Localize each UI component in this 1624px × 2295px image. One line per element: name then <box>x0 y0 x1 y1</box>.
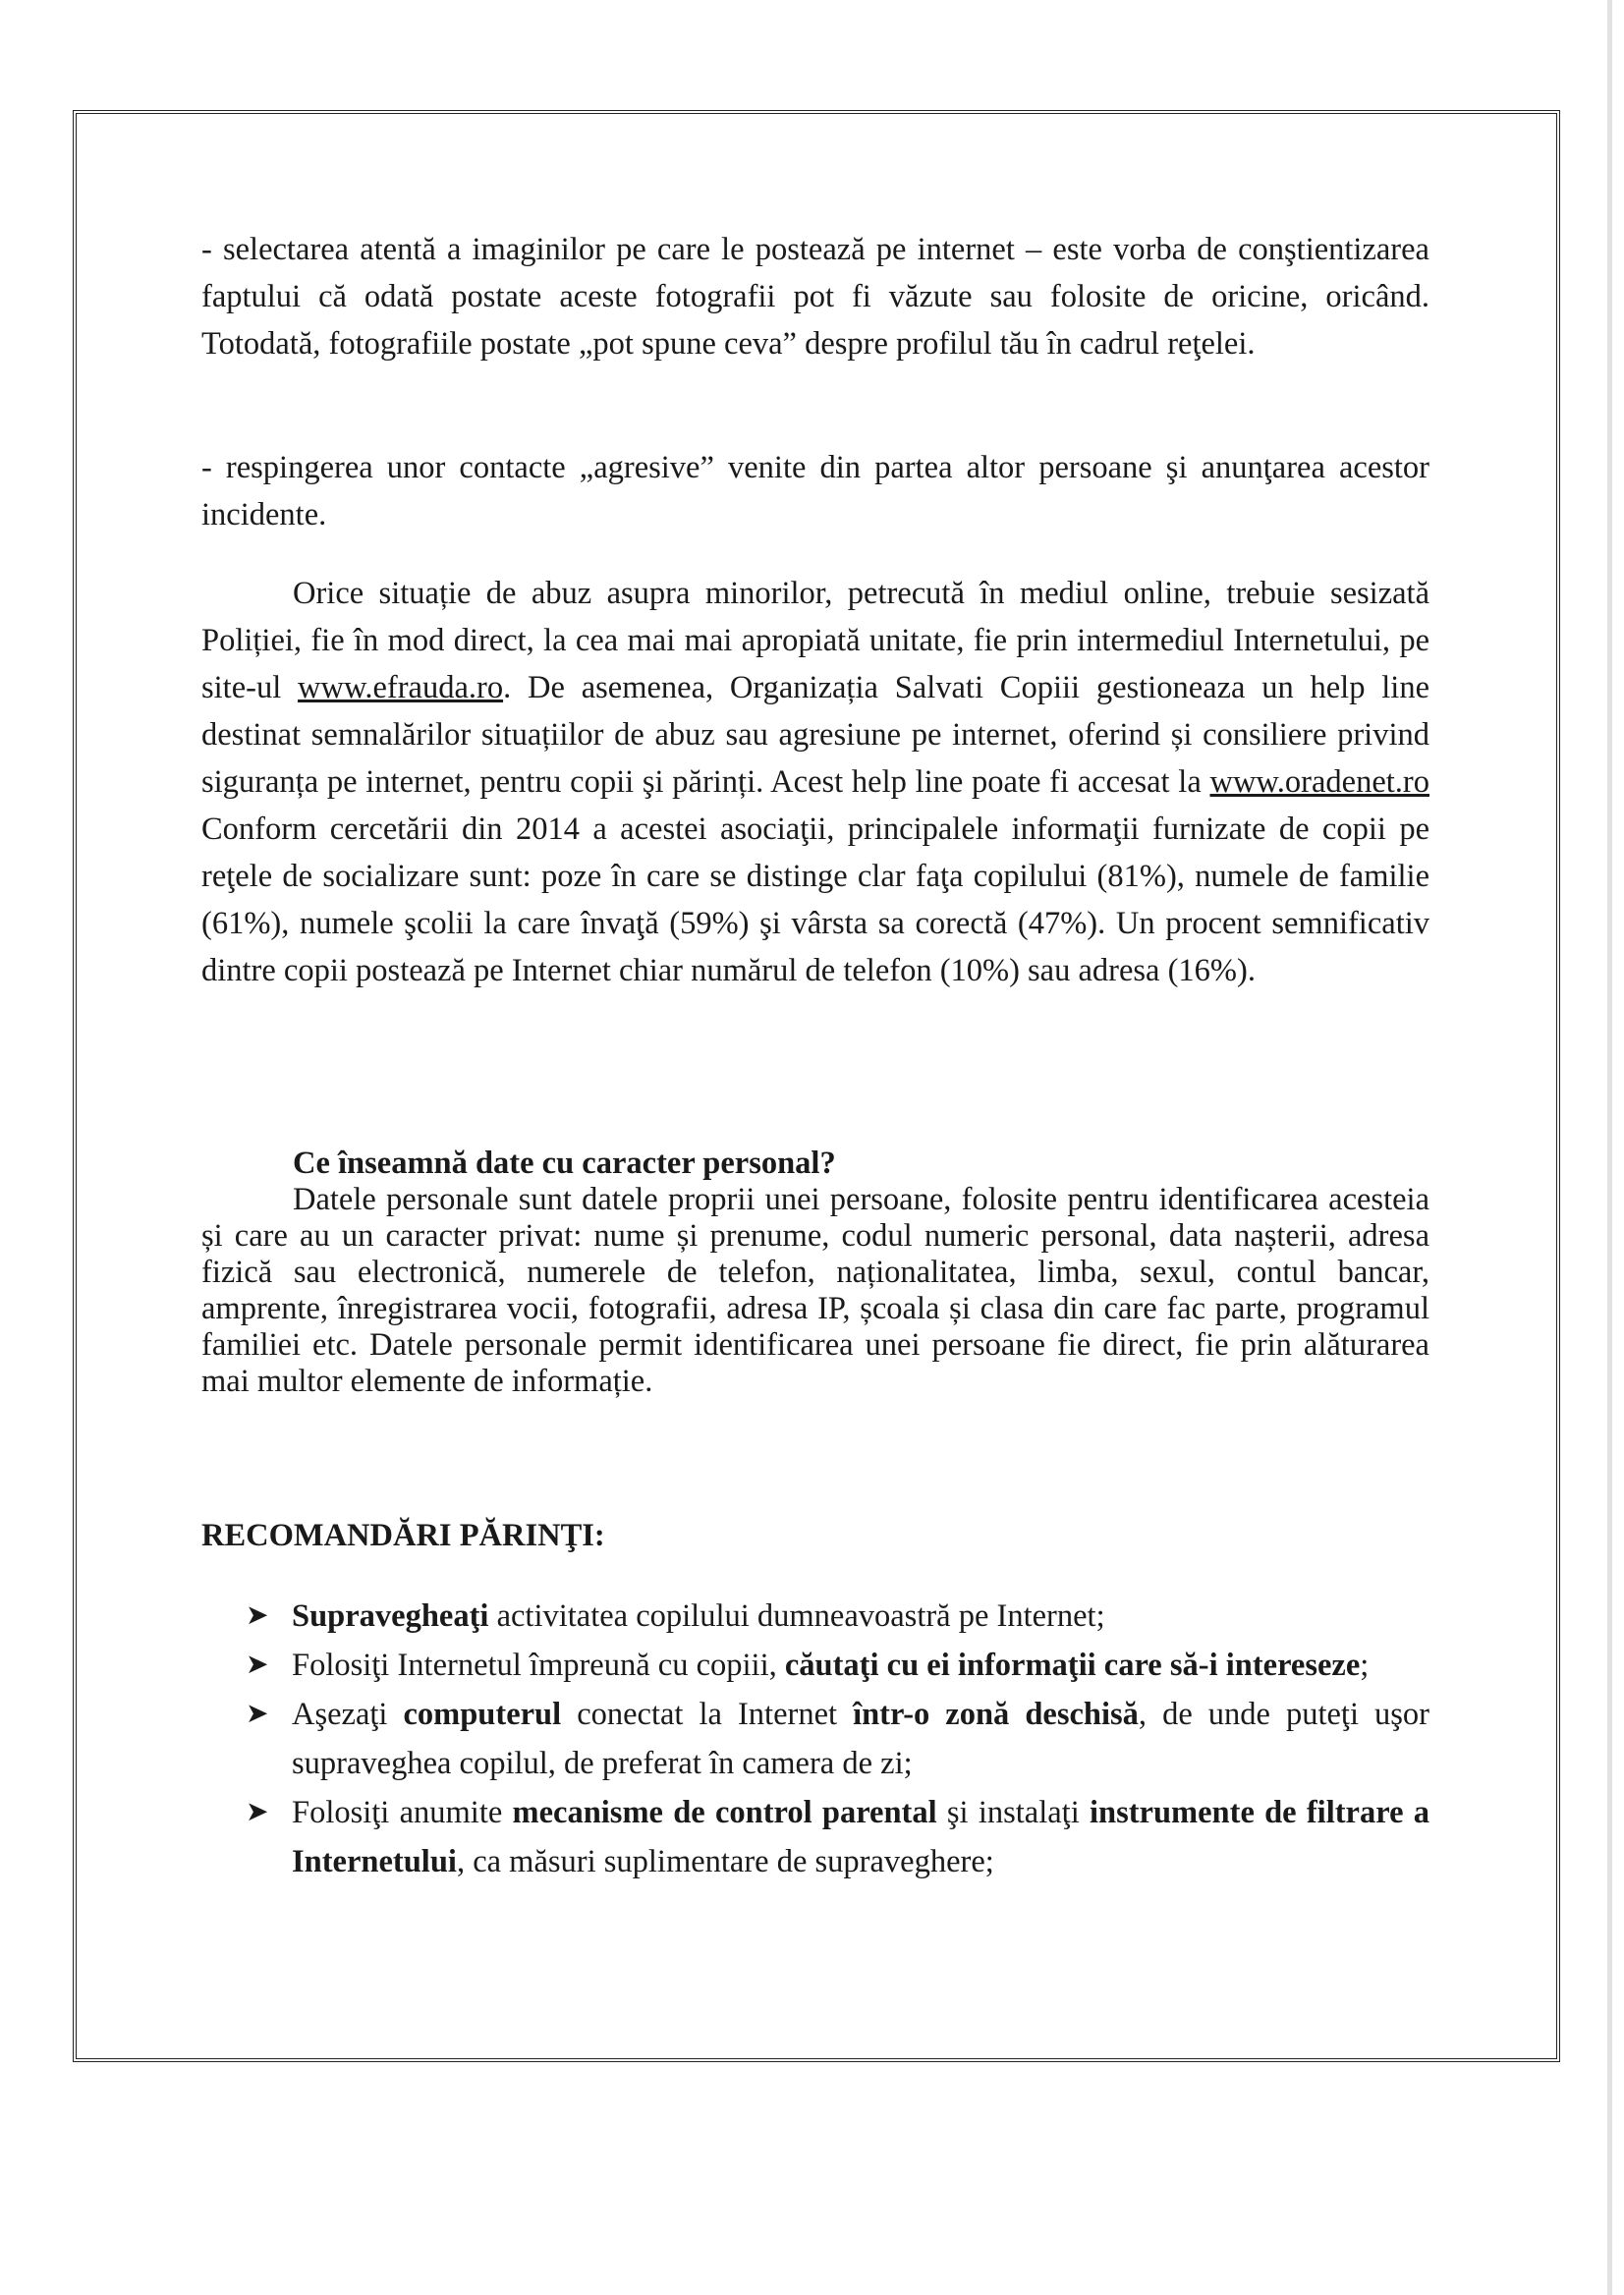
text-segment: conectat la Internet <box>561 1697 854 1732</box>
list-item <box>246 1641 1429 1690</box>
link-oradenet[interactable]: www.oradenet.ro <box>1209 764 1429 800</box>
text-segment: , ca măsuri suplimentare de supraveghere; <box>456 1844 994 1879</box>
paragraph-reject-contacts: - respingerea unor contacte „agresive” venite din partea altor persoane şi anunţarea acestor incidente. <box>201 450 1429 532</box>
bold-text: mecanisme de control parental <box>512 1795 937 1830</box>
paragraph-abuse-reporting <box>201 570 1429 994</box>
list-item <box>246 1592 1429 1641</box>
bold-text: Supravegheaţi <box>292 1598 489 1634</box>
text-segment: , de unde puteţi uşor supraveghea copilul, de preferat în camera de zi; <box>292 1697 1429 1781</box>
scan-edge-line <box>1607 0 1612 2295</box>
text-segment: activitatea copilului dumneavoastră pe Internet; <box>488 1598 1105 1634</box>
recommendations-list <box>246 1592 1429 1886</box>
text-segment: Orice situație de abuz asupra minorilor, petrecută în mediul online, trebuie sesizată Poliției, fie în mod direct, la cea mai mai apropiată unitate, fie prin intermediul Internetului, pe site-ul <box>201 576 1429 705</box>
text-segment: Folosiţi anumite <box>292 1795 513 1830</box>
arrowhead-bullet-icon: ➤ <box>246 1797 269 1827</box>
bold-text: căutaţi cu ei informaţii care să-i intereseze <box>784 1648 1361 1683</box>
text-segment: ; <box>1360 1648 1370 1683</box>
heading-parent-recommendations: RECOMANDĂRI PĂRINŢI: <box>201 1518 605 1553</box>
bold-text: computerul <box>403 1697 562 1732</box>
link-efrauda[interactable]: www.efrauda.ro <box>298 670 504 705</box>
text-segment: Aşezaţi <box>292 1697 404 1732</box>
arrowhead-bullet-icon: ➤ <box>246 1699 269 1729</box>
arrowhead-bullet-icon: ➤ <box>246 1650 269 1680</box>
list-item <box>246 1690 1429 1788</box>
list-item <box>246 1788 1429 1886</box>
paragraph-personal-data-definition: Datele personale sunt datele proprii unei persoane, folosite pentru identificarea acesteia și care au un caracter privat: nume și prenume, codul numeric personal, data nașterii, adresa fizică sau electronică, numerele de telefon, naționalitatea, limba, sexul, contul bancar, amprente, înregistrarea vocii, fotografii, adresa IP, școala și clasa din care fac parte, programul familiei etc. Datele personale permit identificarea unei persoane fie direct, fie prin alăturarea mai multor elemente de informație. <box>201 1182 1429 1399</box>
heading-personal-data: Ce înseamnă date cu caracter personal? <box>293 1146 836 1181</box>
bold-text: într-o zonă deschisă <box>853 1697 1139 1732</box>
text-segment: Conform cercetării din 2014 a acestei asociaţii, principalele informaţii furnizate de copii pe reţele de socializare sunt: poze în care se distinge clar faţa copilului (81%), numele de familie (61%), numele şcolii la care învaţă (59%) şi vârsta sa corectă (47%). Un procent semnificativ dintre copii postează pe Internet chiar numărul de telefon (10%) sau adresa (16%). <box>201 812 1429 988</box>
text-segment: Folosiţi Internetul împreună cu copiii, <box>292 1648 785 1683</box>
text-segment: şi instalaţi <box>936 1795 1090 1830</box>
bold-text: instrumente de filtrare a Internetului <box>292 1795 1429 1879</box>
paragraph-image-selection: - selectarea atentă a imaginilor pe care le postează pe internet – este vorba de conştientizarea faptului că odată postate aceste fotografii pot fi văzute sau folosite de oricine, oricând. Totodată, fotografiile postate „pot spune ceva” despre profilul tău în cadrul reţelei. <box>201 232 1429 362</box>
arrowhead-bullet-icon: ➤ <box>246 1600 269 1631</box>
text-segment: . De asemenea, Organizația Salvati Copiii gestioneaza un help line destinat semnalărilor situațiilor de abuz sau agresiune pe internet, oferind și consiliere privind siguranța pe internet, pentru copii şi părinți. Acest help line poate fi accesat la <box>201 670 1429 800</box>
